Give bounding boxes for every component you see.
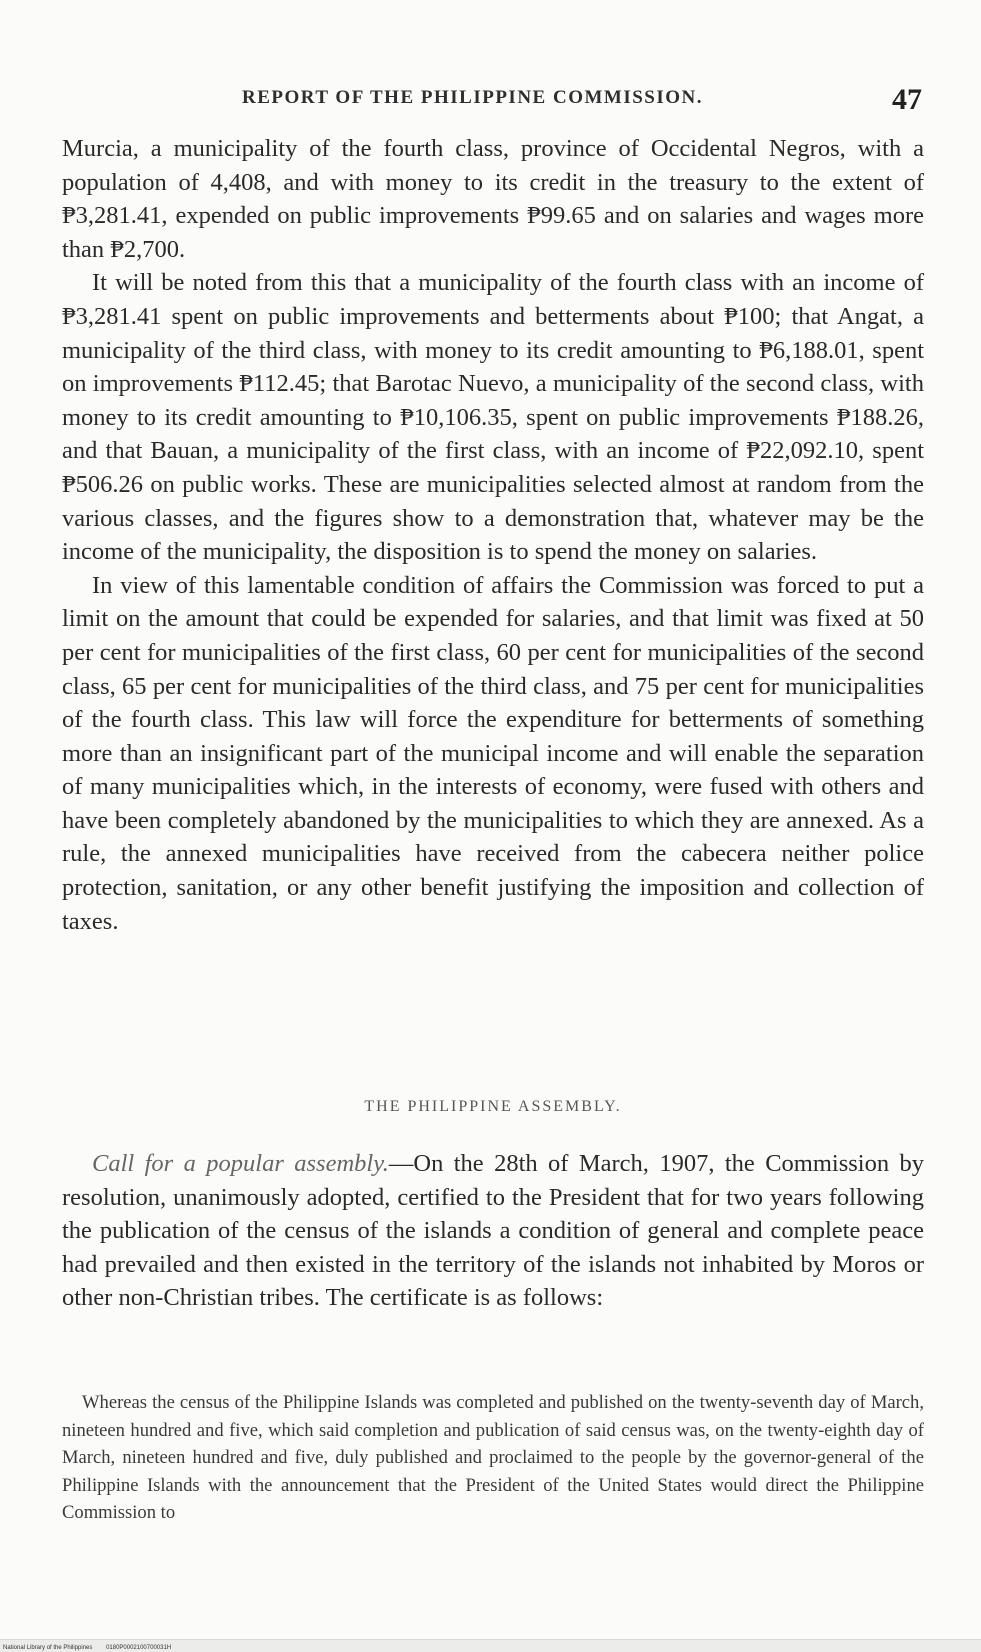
paragraph-comparison: It will be noted from this that a municipality of the fourth class with an income of ₱3,281.41 spent on public improvements and betterments about ₱100; that Angat, a municipality of the third class, with money to its credit amounting to ₱6,188.01, spent on improvements ₱112.45; that Barotac Nuevo, a municipality of the second class, with money to its credit amounting to ₱10,106.35, spent on public improvements ₱188.26, and that Bauan, a municipality of the first class, with an income of ₱22,092.10, spent ₱506.26 on public works. These are municipalities selected almost at random from the various classes, and the figures show to a demonstration that, whatever may be the income of the municipality, the disposition is to spend the money on salaries. bbox=[62, 269, 924, 566]
scan-footer bbox=[3, 1645, 183, 1651]
page-number: 47 bbox=[892, 83, 922, 116]
certificate-quote bbox=[62, 1389, 924, 1527]
paragraph-salary-limit: In view of this lamentable condition of affairs the Commission was forced to put a limit on the amount that could be expended for salaries, and that limit was fixed at 50 per cent for municipalities of the first class, 60 per cent for municipalities of the second class, 65 per cent for municipalities of the third class, and 75 per cent for municipalities of the fourth class. This law will force the expenditure for betterments of something more than an insignificant part of the municipal income and will enable the separation of many municipalities which, in the interests of economy, were fused with others and have been completely abandoned by the municipalities to which they are annexed. As a rule, the annexed municipalities have received from the cabecera neither police protection, sanitation, or any other benefit justifying the imposition and collection of taxes. bbox=[62, 571, 924, 935]
paragraph-murcia: Murcia, a municipality of the fourth class, province of Occidental Negros, with a population of 4,408, and with money to its credit in the treasury to the extent of ₱3,281.41, expended on public improvements ₱99.65 and on salaries and wages more than ₱2,700. bbox=[62, 135, 924, 263]
quote-paragraph: Whereas the census of the Philippine Islands was completed and published on the twenty-seventh day of March, nineteen hundred and five, which said completion and publication of said census was, on the twenty-eighth day of March, nineteen hundred and five, duly published and proclaimed to the people by the governor-general of the Philippine Islands with the announcement that the President of the United States would direct the Philippine Commission to bbox=[62, 1392, 924, 1524]
footer-library: National Library of the Philippines bbox=[3, 1645, 93, 1651]
footer-code: 0180P0002100700031H bbox=[106, 1645, 172, 1651]
section-title: THE PHILIPPINE ASSEMBLY. bbox=[364, 1098, 622, 1115]
assembly-body: —On the 28th of March, 1907, the Commission by resolution, unanimously adopted, certified to the President that for two years following the publication of the census of the islands a condition of general and complete peace had prevailed and then existed in the territory of the islands not inhabited by Moros or other non-Christian tribes. The certificate is as follows: bbox=[62, 1150, 924, 1312]
paragraph-assembly bbox=[62, 1147, 924, 1315]
assembly-lead-in: Call for a popular assembly. bbox=[92, 1150, 389, 1177]
running-head: REPORT OF THE PHILIPPINE COMMISSION. bbox=[242, 87, 704, 108]
page-header bbox=[62, 83, 922, 117]
assembly-text bbox=[62, 1147, 924, 1315]
body-text bbox=[62, 132, 924, 938]
